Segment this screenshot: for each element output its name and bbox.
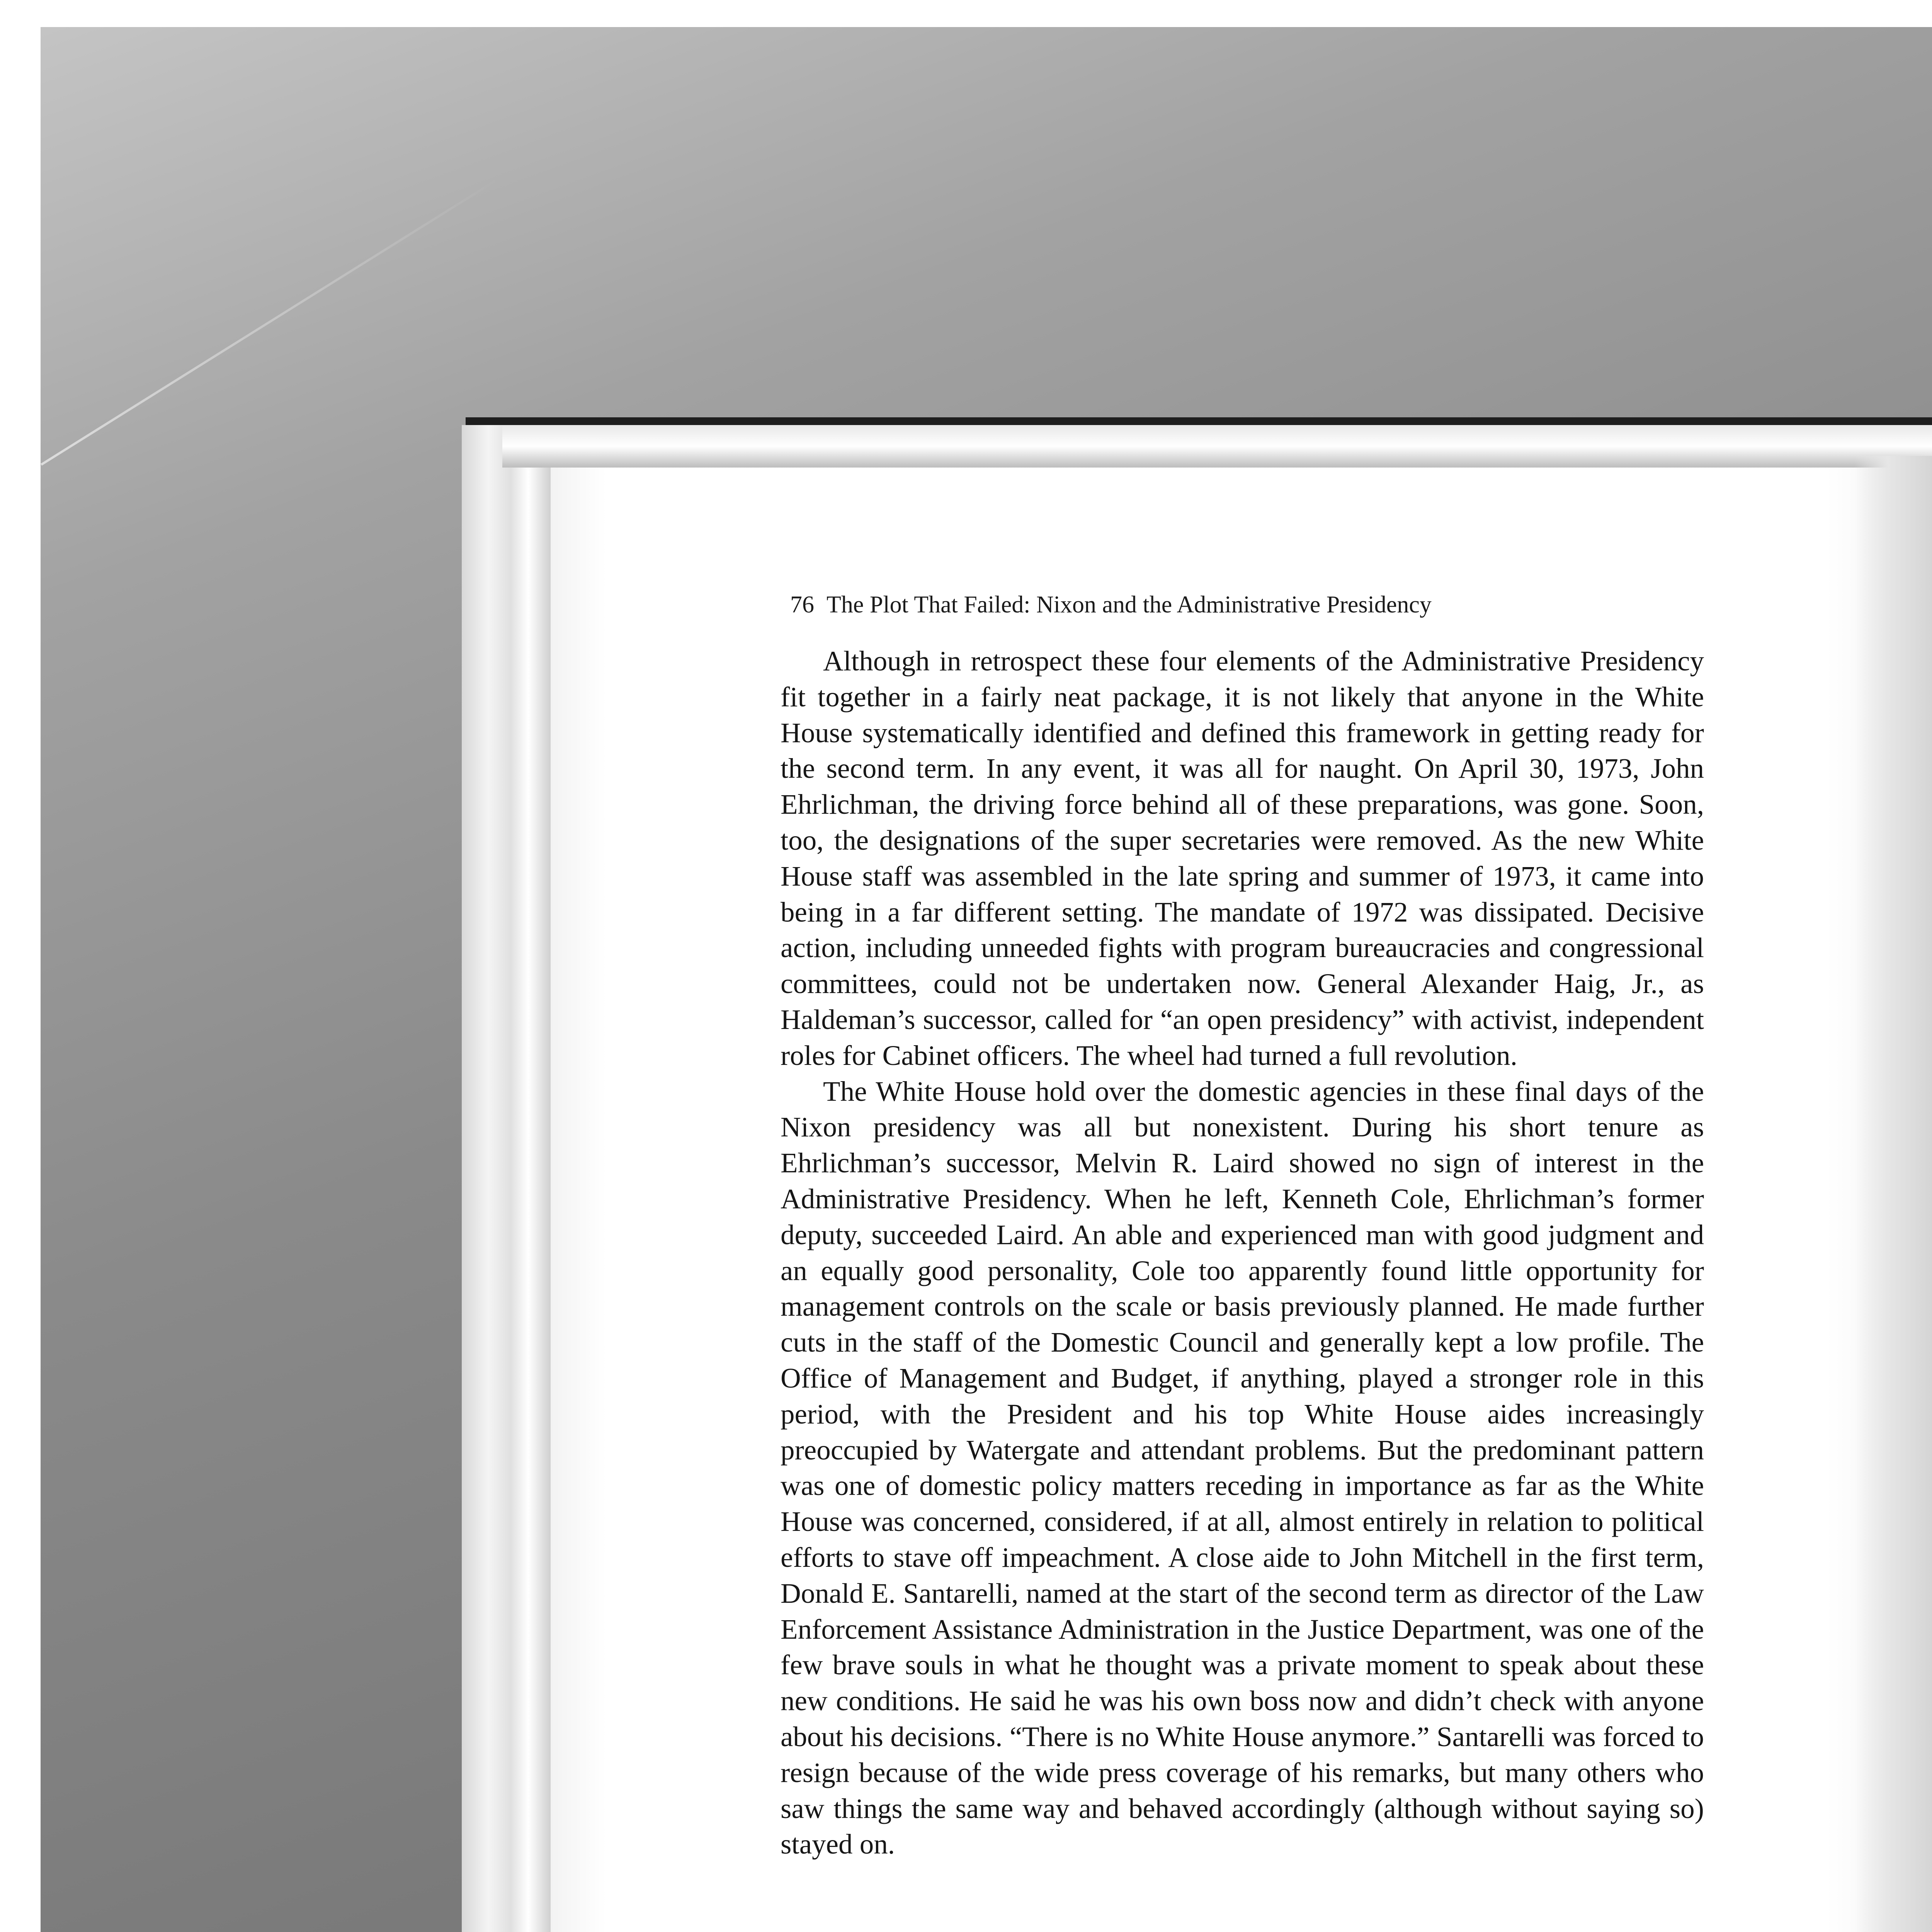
running-head-title: The Plot That Failed: Nixon and the Administrative Presidency — [827, 592, 1432, 618]
book-spine-edge — [462, 425, 551, 1932]
page-number: 76 — [790, 592, 814, 618]
book-top-edge — [502, 425, 1932, 468]
paragraph-2: The White House hold over the domestic agencies in these final days of the Nixon presidency was all but nonexistent. During his short tenure as Ehrlichman’s successor, Melvin R. Laird showed no sign of interest in the Administrative Presidency. When he left, Kenneth Cole, Ehrlichman’s former deputy, succeeded Laird. An able and experienced man with good judgment and an equally good personality, Cole too apparently found little opportunity for management controls on the scale or basis previously planned. He made further cuts in the staff of the Domestic Council and generally kept a low profile. The Office of Management and Budget, if anything, played a stronger role in this period, with the President and his top White House aides increasingly preoccupied by Watergate and attendant problems. But the predominant pattern was one of domestic policy matters receding in importance as far as the White House was concerned, considered, if at all, almost entirely in relation to political efforts to stave off impeachment. A close aide to John Mitchell in the first term, Donald E. Santarelli, named at the start of the second term as director of the Law Enforcement Assistance Administration in the Justice Department, was one of the few brave souls in what he thought was a private moment to speak about these new conditions. He said he was his own boss now and didn’t check with anyone about his decisions. “There is no White House anymore.” Santarelli was forced to resign because of the wide press coverage of his remarks, but many others who saw things the same way and behaved accordingly (although without saying so) stayed on. — [781, 1075, 1704, 1860]
page-fold-shading — [1855, 456, 1932, 1932]
running-head — [790, 589, 1795, 620]
paragraph-1: Although in retrospect these four elements of the Administrative Presidency fit together in a fairly neat package, it is not likely that anyone in the White House systematically identified and defined this framework in getting ready for the second term. In any event, it was all for naught. On April 30, 1973, John Ehrlichman, the driving force behind all of these preparations, was gone. Soon, too, the designations of the super secretaries were removed. As the new White House staff was assembled in the late spring and summer of 1973, it came into being in a far different setting. The mandate of 1972 was dissipated. Decisive action, including unneeded fights with program bureaucracies and congressional committees, could not be undertaken now. General Alexander Haig, Jr., as Haldeman’s successor, called for “an open presidency” with activist, independent roles for Cabinet officers. The wheel had turned a full revolution. — [781, 645, 1704, 1071]
body-text — [781, 643, 1704, 1862]
